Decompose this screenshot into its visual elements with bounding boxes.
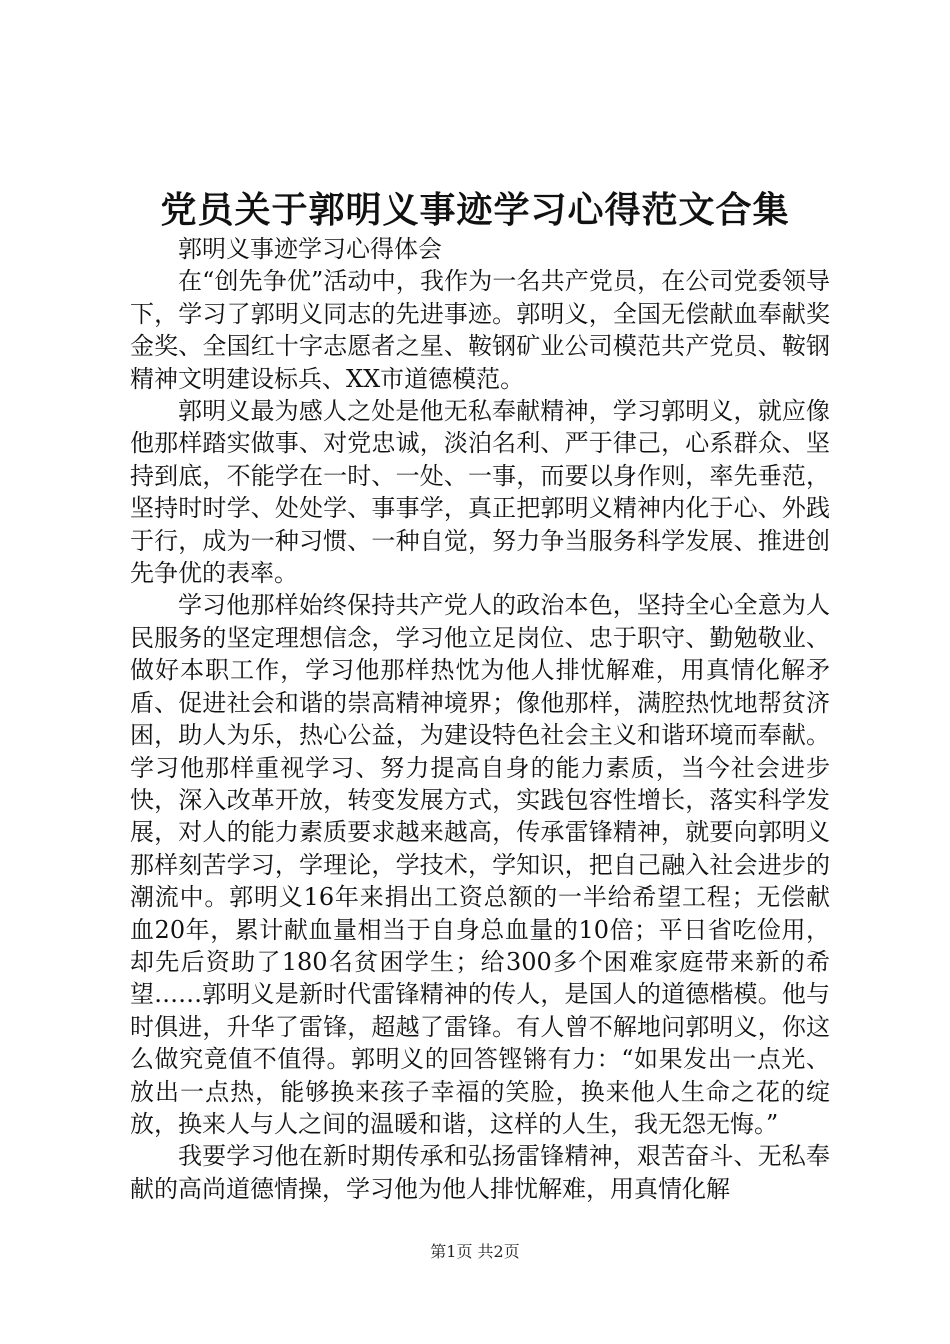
paragraph: 在“创先争优”活动中，我作为一名共产党员，在公司党委领导下，学习了郭明义同志的先进事迹。郭明义，全国无偿献血奉献奖金奖、全国红十字志愿者之星、鞍钢矿业公司模范共产党员、鞍钢精神文明建设标兵、XX市道德模范。 <box>130 267 830 393</box>
document-subtitle: 郭明义事迹学习心得体会 <box>178 235 442 263</box>
paragraph: 我要学习他在新时期传承和弘扬雷锋精神，艰苦奋斗、无私奉献的高尚道德情操，学习他为他人排忧解难，用真情化解 <box>130 1142 830 1203</box>
page-number: 第1页 共2页 <box>430 1242 520 1261</box>
document-body <box>130 233 830 1205</box>
document-title: 党员关于郭明义事迹学习心得范文合集 <box>160 189 790 231</box>
paragraph: 学习他那样始终保持共产党人的政治本色，坚持全心全意为人民服务的坚定理想信念，学习他立足岗位、忠于职守、勤勉敬业、做好本职工作，学习他那样热忱为他人排忧解难，用真情化解矛盾、促进社会和谐的崇高精神境界；像他那样，满腔热忱地帮贫济困，助人为乐，热心公益，为建设特色社会主义和谐环境而奉献。学习他那样重视学习、努力提高自身的能力素质，当今社会进步快，深入改革开放，转变发展方式，实践包容性增长，落实科学发展，对人的能力素质要求越来越高，传承雷锋精神，就要向郭明义那样刻苦学习，学理论，学技术，学知识，把自己融入社会进步的潮流中。郭明义16年来捐出工资总额的一半给希望工程；无偿献血20年，累计献血量相当于自身总血量的10倍；平日省吃俭用，却先后资助了180名贫困学生；给300多个困难家庭带来新的希望……郭明义是新时代雷锋精神的传人，是国人的道德楷模。他与时俱进，升华了雷锋，超越了雷锋。有人曾不解地问郭明义，你这么做究竟值不值得。郭明义的回答铿锵有力：“如果发出一点光、放出一点热，能够换来孩子幸福的笑脸，换来他人生命之花的绽放，换来人与人之间的温暖和谐，这样的人生，我无怨无悔。” <box>130 591 830 1138</box>
paragraph: 郭明义最为感人之处是他无私奉献精神，学习郭明义，就应像他那样踏实做事、对党忠诚，淡泊名利、严于律己，心系群众、坚持到底，不能学在一时、一处、一事，而要以身作则，率先垂范，坚持时时学、处处学、事事学，真正把郭明义精神内化于心、外践于行，成为一种习惯、一种自觉，努力争当服务科学发展、推进创先争优的表率。 <box>130 397 830 588</box>
page-footer <box>0 1240 950 1264</box>
